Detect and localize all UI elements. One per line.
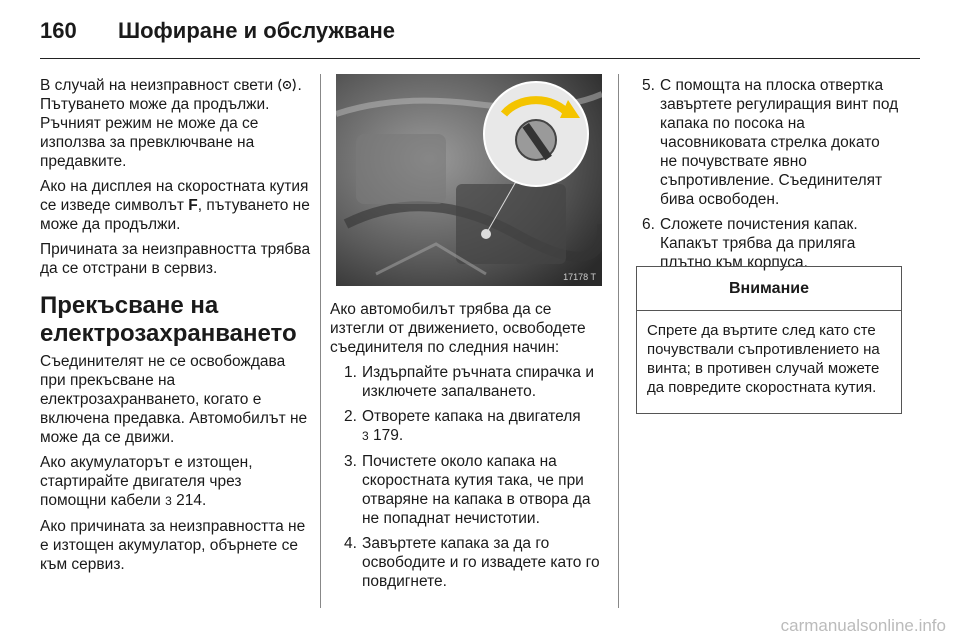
watermark: carmanualsonline.info bbox=[780, 616, 946, 635]
caution-title: Внимание bbox=[637, 267, 901, 311]
page-reference[interactable]: 179. bbox=[373, 427, 404, 444]
column-divider-2 bbox=[618, 74, 619, 608]
page-reference[interactable]: 214 bbox=[176, 492, 203, 509]
column-middle bbox=[330, 300, 606, 597]
column-right bbox=[628, 76, 900, 278]
list-item: 5. С помощта на плоска отвертка завъртете регулиращия винт под капака по посока на часовниковата стрелка докато не почувствате явно съпротивление. Съединителят бива освободен. bbox=[642, 77, 899, 208]
steps-list-middle bbox=[330, 363, 606, 591]
paragraph-power-interruption: Съединителят не се освобождава при прекъсване на електрозахранването, когато е включена предавка. Автомобилът не може да се движи. bbox=[40, 353, 308, 446]
engine-bay-illustration bbox=[336, 74, 602, 286]
paragraph-service: Причината за неизправността трябва да се отстрани в сервиз. bbox=[40, 241, 311, 277]
steps-list-right bbox=[628, 76, 900, 272]
page-title: Шофиране и обслужване bbox=[118, 18, 396, 43]
figure-id: 17178 T bbox=[563, 272, 596, 282]
column-left bbox=[40, 76, 312, 580]
reference-icon: 3 bbox=[165, 494, 172, 508]
gearbox-warning-icon bbox=[277, 78, 297, 92]
symbol-f: F bbox=[188, 197, 198, 214]
list-item: 1. Издърпайте ръчната спирачка и изключете запалването. bbox=[344, 364, 595, 400]
list-item: 2. Отворете капака на двигателя 3 179. bbox=[344, 408, 581, 444]
paragraph-intro: Ако автомобилът трябва да се изтегли от движението, освободете съединителя по следния начин: bbox=[330, 301, 586, 356]
caution-box bbox=[636, 266, 902, 414]
page-header bbox=[40, 14, 920, 54]
reference-icon: 3 bbox=[362, 429, 369, 443]
list-item: 3. Почистете около капака на скоростната кутия така, че при отваряне на капака в отвора да не попаднат нечистотии. bbox=[344, 453, 591, 527]
caution-text: Спрете да въртите след като сте почувствали съпротивлението на винта; в противен случай можете да повредите скоростната кутия. bbox=[647, 322, 880, 396]
paragraph-contact-service: Ако причината за неизправността не е изтощен акумулатор, обърнете се към сервиз. bbox=[40, 518, 306, 573]
paragraph-battery: Ако акумулаторът е изтощен, стартирайте двигателя чрез помощни кабели 3 214. bbox=[40, 454, 253, 509]
section-heading: Прекъсване на електрозахранването bbox=[40, 292, 297, 347]
header-rule bbox=[40, 58, 920, 59]
list-item: 6. Сложете почистения капак. Капакът трябва да приляга плътно към корпуса. bbox=[642, 216, 858, 271]
list-item: 4. Завъртете капака за да го освободите и го извадете като го повдигнете. bbox=[344, 535, 600, 590]
column-divider-1 bbox=[320, 74, 321, 608]
paragraph-display-symbol: Ако на дисплея на скоростната кутия се изведе символът F, пътуването не може да продължи. bbox=[40, 178, 310, 233]
paragraph-fault: В случай на неизправност свети . Пътуването може да продължи. Ръчният режим не може да се използва за превключване на предавките. bbox=[40, 77, 302, 170]
engine-bay-photo bbox=[336, 74, 602, 286]
page-number: 160 bbox=[40, 18, 77, 43]
